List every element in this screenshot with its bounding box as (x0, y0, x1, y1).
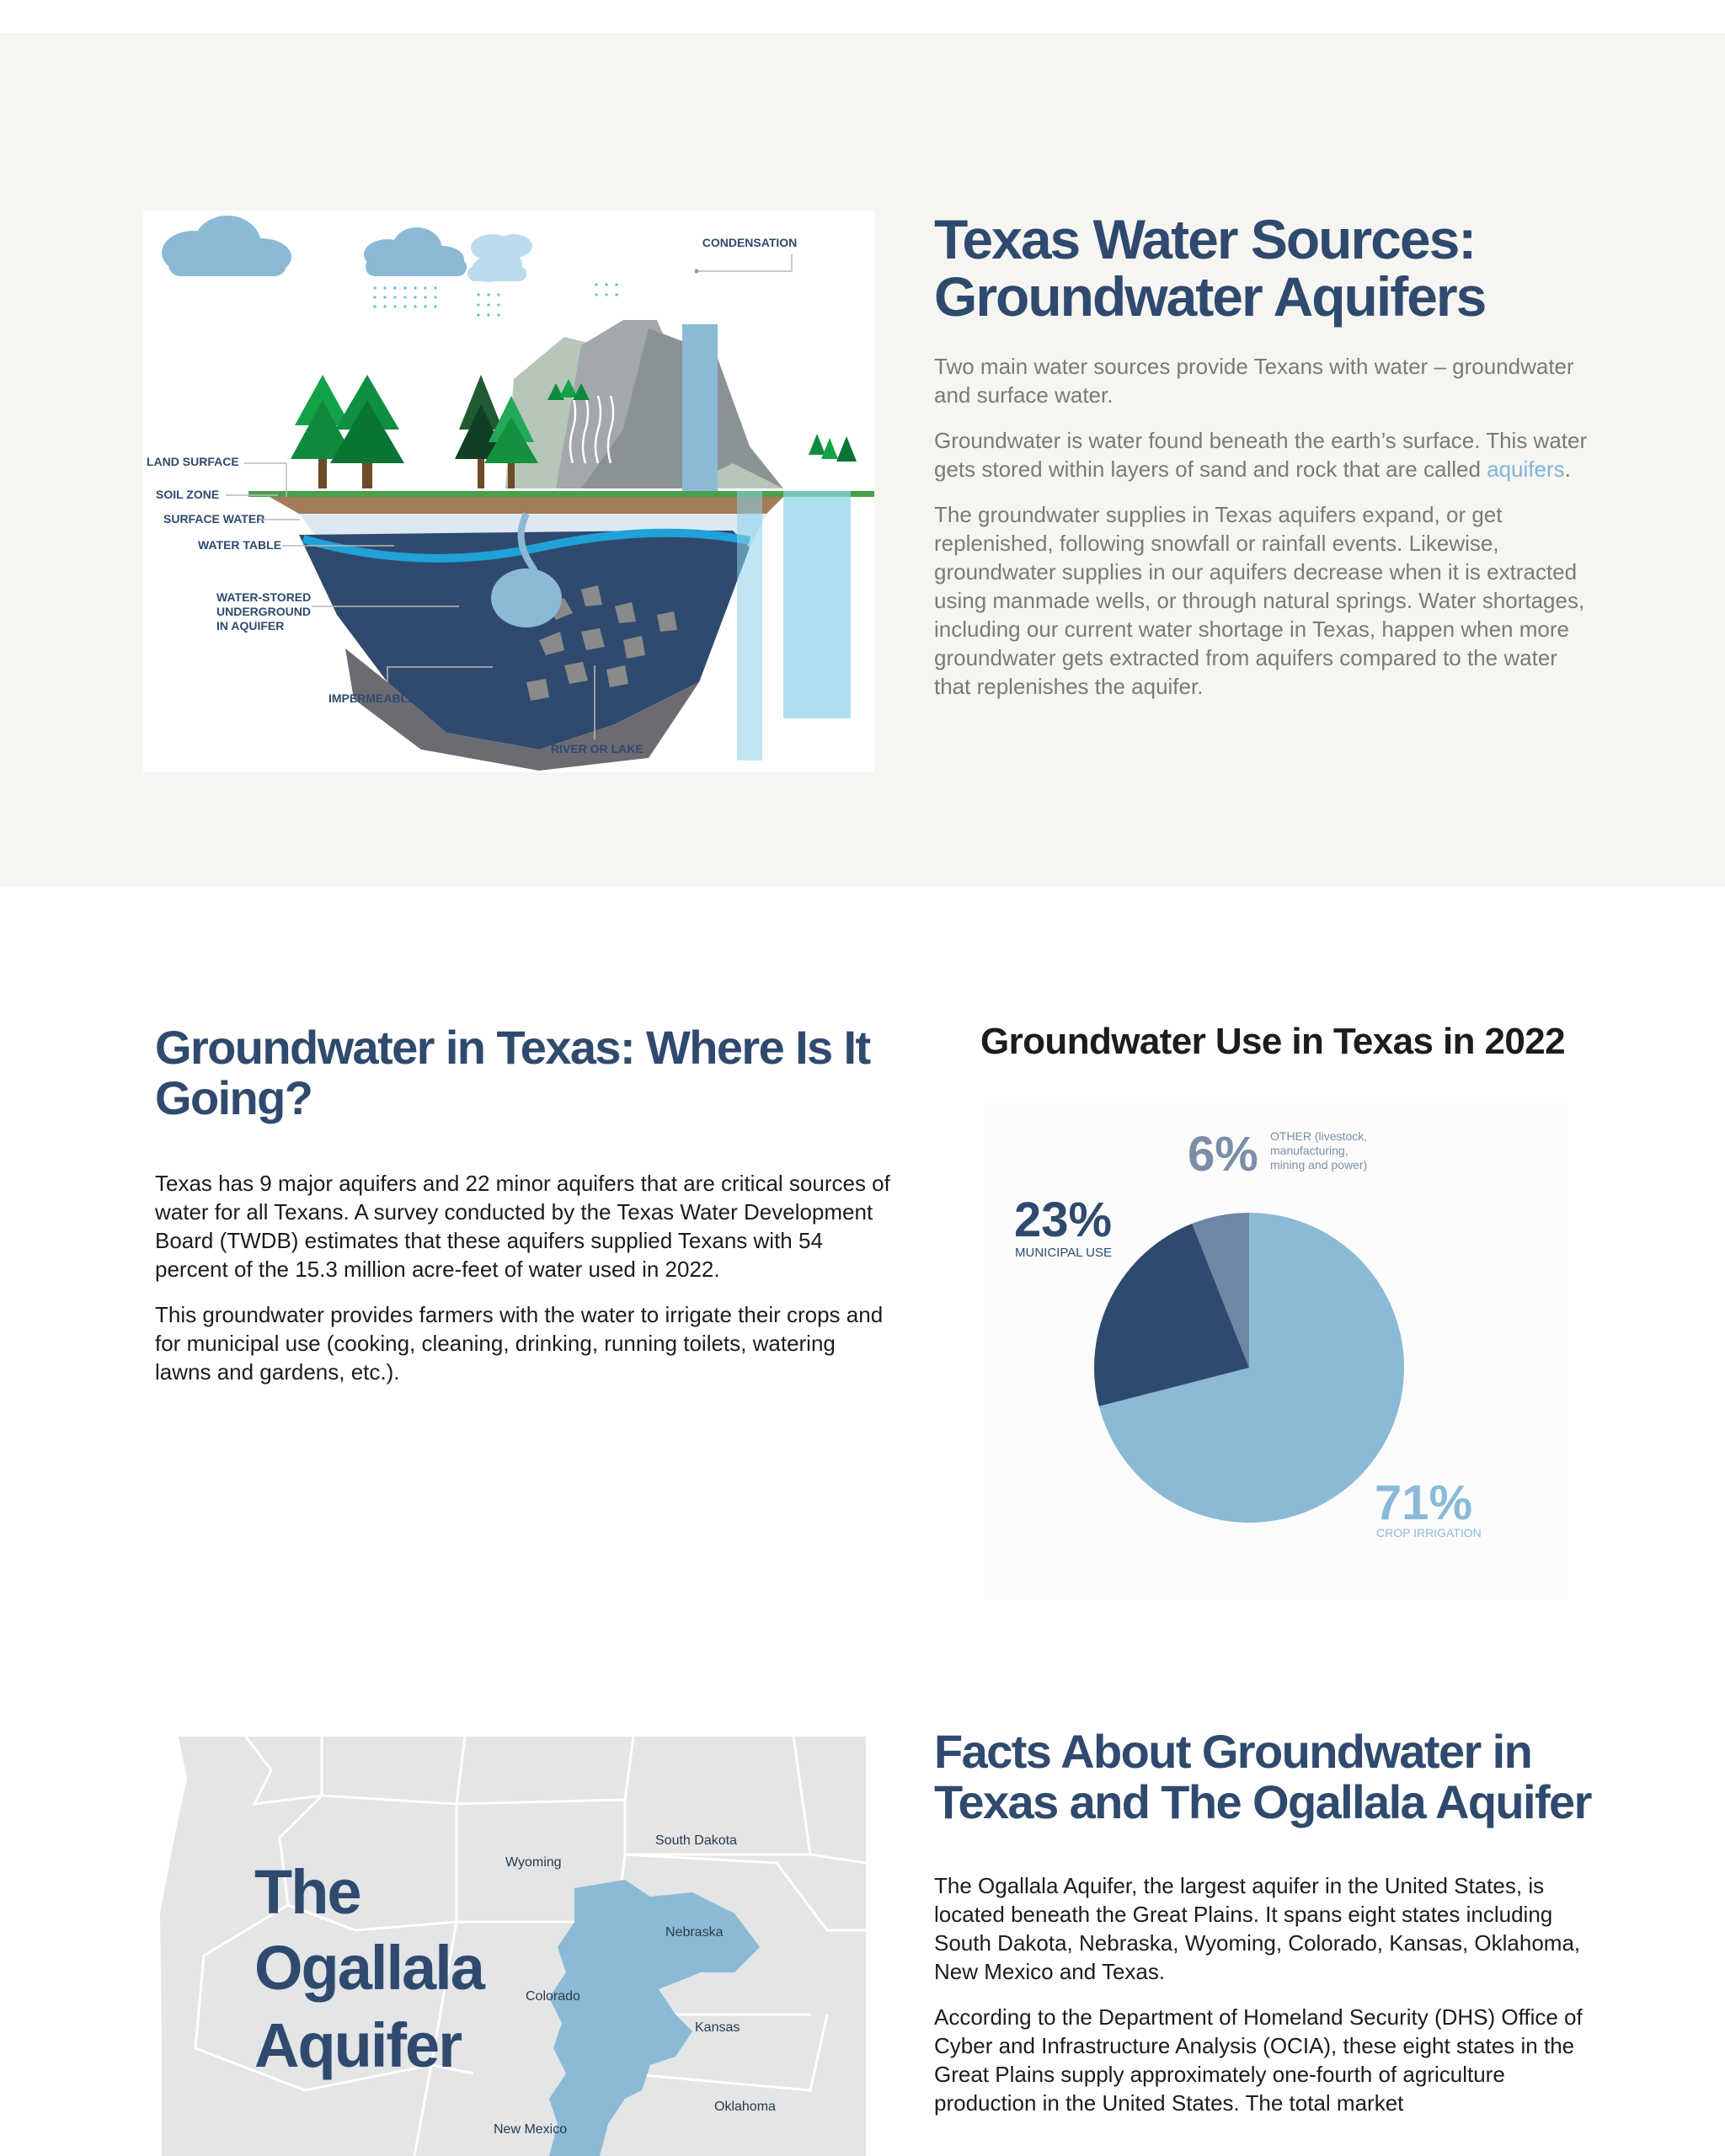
hero-paragraph-2-text: Groundwater is water found beneath the earth’s surface. This water gets stored within layers of sand and rock that are called (934, 428, 1588, 482)
facts-heading: Facts About Groundwater in Texas and The Ogallala Aquifer (934, 1725, 1591, 1828)
label-land-surface: LAND SURFACE (147, 455, 239, 468)
hero-paragraph-3: The groundwater supplies in Texas aquifers expand, or get replenished, following snowfall or rainfall events. Likewise, groundwater supplies in our aquifers decrease when it is extracted using manmade wells, or through natural springs. Water shortages, including our current water shortage in Texas, happen when more groundwater gets extracted from aquifers compared to the water that replenishes the aquifer. (934, 502, 1585, 699)
facts-section (934, 1726, 1599, 2117)
label-surface-water: SURFACE WATER (163, 512, 265, 526)
pie-label-other-value: 6% (1188, 1127, 1258, 1182)
cloud-icon (364, 227, 467, 276)
groundwater-paragraph-1: Texas has 9 major aquifers and 22 minor aquifers that are critical sources of water for all Texans. A survey conducted by the Texas Water Development Board (TWDB) estimates that these aquifers supplied Texans with 54 percent of the 15.3 million acre-feet of water used in 2022. (155, 1171, 890, 1282)
pie-label-other-line-1: OTHER (livestock, (1270, 1129, 1368, 1143)
pie-chart (985, 1103, 1567, 1600)
label-stored-2: UNDERGROUND (216, 605, 311, 618)
label-river-or-lake: RIVER OR LAKE (551, 742, 644, 755)
pie-label-municipal-name: MUNICIPAL USE (1015, 1246, 1113, 1260)
map-state-south-dakota: South Dakota (655, 1833, 737, 1848)
label-soil-zone: SOIL ZONE (156, 488, 220, 501)
map-title-line-2: Ogallala (254, 1933, 483, 2003)
map-state-wyoming: Wyoming (505, 1855, 562, 1870)
aquifers-link[interactable]: aquifers (1487, 456, 1565, 482)
page-title-line-2: Groundwater Aquifers (934, 265, 1486, 328)
hero-section (0, 33, 1725, 887)
groundwater-heading: Groundwater in Texas: Where Is It Going? (155, 1021, 870, 1124)
facts-paragraph-2: According to the Department of Homeland Security (DHS) Office of Cyber and Infrastructure Analysis (OCIA), these eight states in the Great Plains supply approximately one-fourth of agriculture production in the United States. The total market (934, 2004, 1583, 2116)
label-stored-1: WATER-STORED (216, 590, 312, 604)
pie-label-irrigation-value: 71% (1375, 1476, 1473, 1530)
facts-paragraph-1: The Ogallala Aquifer, the largest aquifer in the United States, is located beneath the Great Plains. It spans eight states including South Dakota, Nebraska, Wyoming, Colorado, Kansas, Oklahoma, New Mexico and Texas. (934, 1873, 1581, 1984)
groundwater-paragraph-2: This groundwater provides farmers with the water to irrigate their crops and for municipal use (cooking, cleaning, drinking, running toilets, watering lawns and gardens, etc.). (155, 1302, 884, 1385)
hero-text (934, 208, 1599, 701)
map-state-colorado: Colorado (526, 1989, 580, 2004)
map-title-line-1: The (254, 1857, 360, 1927)
label-condensation: CONDENSATION (702, 236, 798, 249)
map-title-line-3: Aquifer (254, 2010, 461, 2080)
hero-paragraph-2 (934, 426, 1599, 483)
map-state-oklahoma: Oklahoma (714, 2100, 776, 2114)
page-title (934, 208, 1599, 328)
label-stored-3: IN AQUIFER (216, 619, 285, 632)
map-state-new-mexico: New Mexico (494, 2122, 568, 2137)
hero-paragraph-2-end: . (1564, 456, 1571, 482)
groundwater-section (155, 1022, 896, 1386)
pie-label-other-line-2: manufacturing, (1270, 1144, 1348, 1157)
pie-label-municipal-value: 23% (1014, 1193, 1113, 1247)
page-title-line-1: Texas Water Sources: (934, 208, 1476, 270)
label-water-table: WATER TABLE (198, 538, 282, 552)
label-impermeable-rock: IMPERMEABLE ROCK (328, 691, 454, 705)
pie-label-other-line-3: mining and power) (1270, 1158, 1368, 1171)
map-state-kansas: Kansas (695, 2020, 740, 2035)
map-state-nebraska: Nebraska (665, 1925, 724, 1940)
cloud-icon (162, 216, 291, 276)
chart-title: Groundwater Use in Texas in 2022 (980, 1021, 1566, 1062)
water-cycle-diagram (143, 211, 874, 772)
pie-label-irrigation-name: CROP IRRIGATION (1376, 1526, 1482, 1540)
hero-paragraph-1: Two main water sources provide Texans with water – groundwater and surface water. (934, 354, 1574, 408)
ogallala-map (153, 1737, 866, 2156)
